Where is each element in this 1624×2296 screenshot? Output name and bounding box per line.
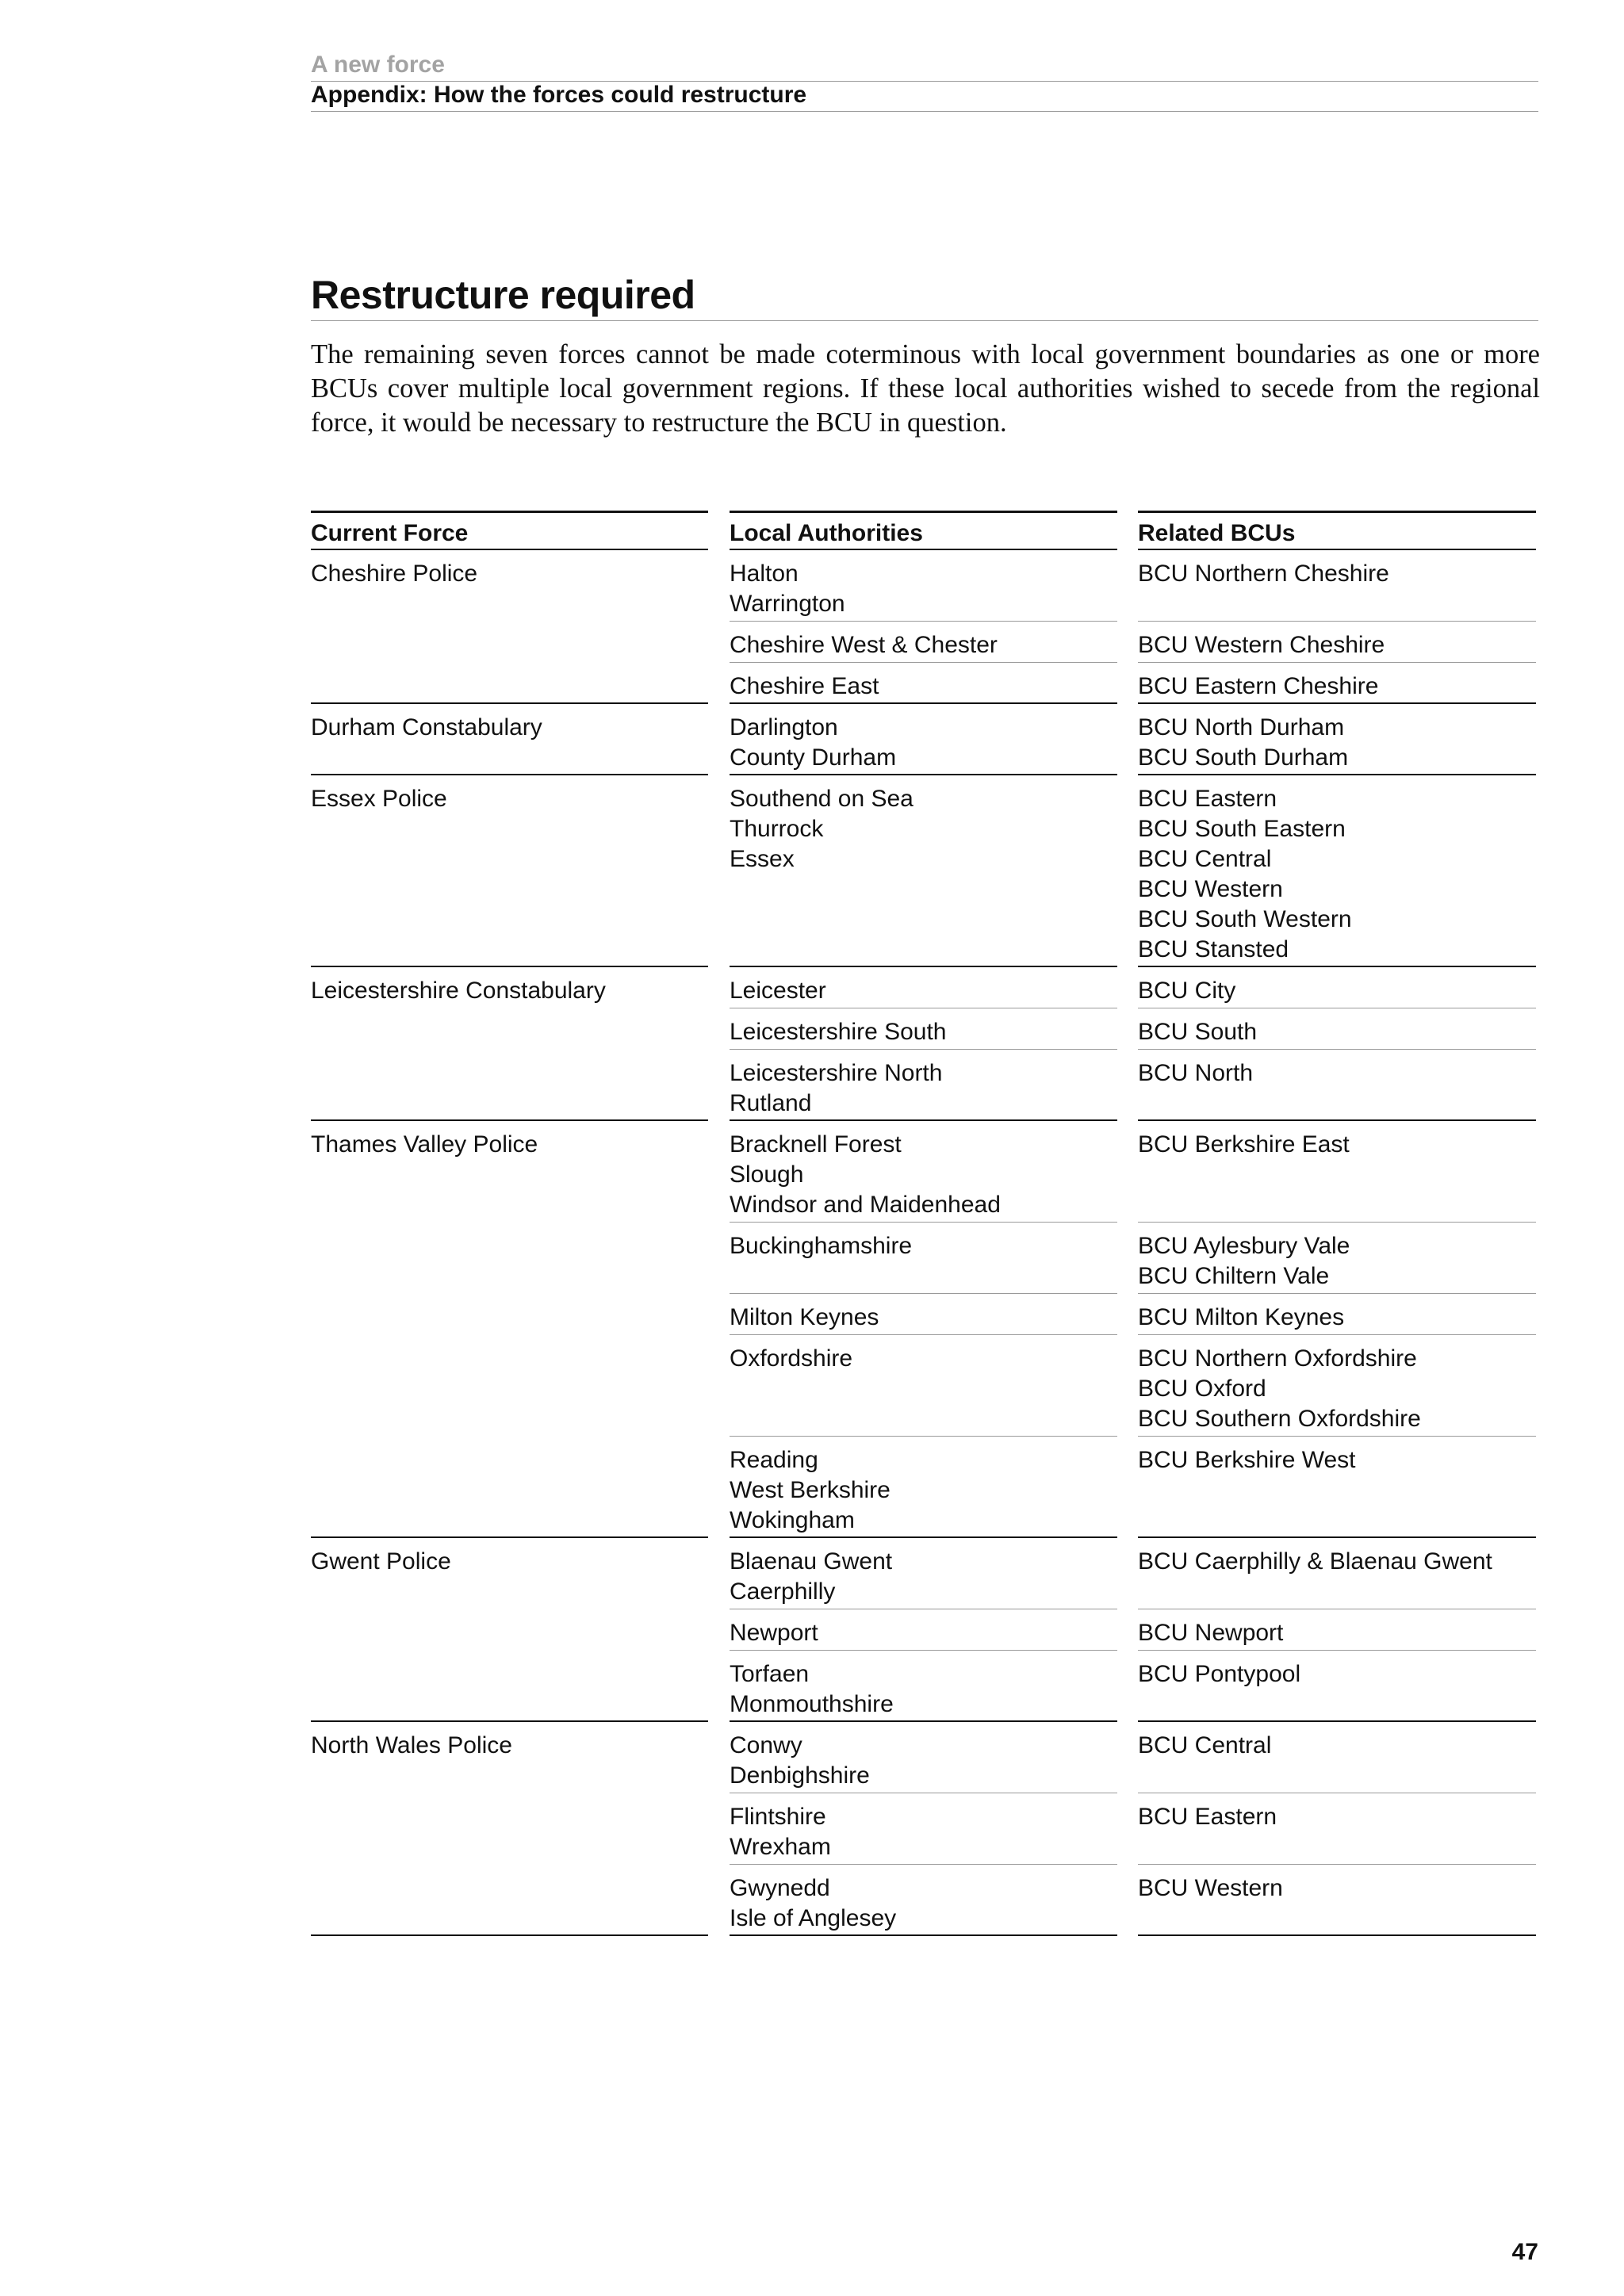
local-authority-cell — [730, 1335, 1117, 1437]
appendix-heading: Appendix: How the forces could restructure — [311, 81, 1538, 112]
local-authority-cell — [730, 1651, 1117, 1722]
related-bcu-cell — [1138, 1121, 1536, 1223]
related-bcu-cell — [1138, 1050, 1536, 1121]
local-authority-cell — [730, 1437, 1117, 1538]
current-force-name: North Wales Police — [311, 1732, 512, 1758]
local-authority-cell-text: Halton Warrington — [730, 561, 845, 617]
local-authority-cell — [730, 622, 1117, 663]
related-bcu-cell — [1138, 1538, 1536, 1609]
related-bcu-cell-text: BCU Northern Cheshire — [1138, 561, 1389, 587]
local-authority-cell — [730, 1294, 1117, 1335]
local-authority-cell-text: Southend on Sea Thurrock Essex — [730, 786, 914, 872]
related-bcu-cell — [1138, 775, 1536, 967]
related-bcu-cell-text: BCU Berkshire West — [1138, 1447, 1356, 1473]
related-bcu-cell-text: BCU Central — [1138, 1732, 1272, 1758]
related-bcus-header: Related BCUs — [1138, 511, 1536, 550]
local-authority-cell — [730, 1865, 1117, 1936]
local-authority-cell — [730, 550, 1117, 622]
related-bcu-cell — [1138, 704, 1536, 775]
related-bcu-cell-text: BCU Eastern Cheshire — [1138, 673, 1379, 699]
related-bcu-cell-text: BCU Eastern — [1138, 1804, 1277, 1830]
section-label: A new force — [311, 49, 1538, 82]
current-force-cell — [311, 775, 708, 967]
related-bcu-cell — [1138, 1294, 1536, 1335]
current-force-name: Essex Police — [311, 786, 447, 812]
current-force-cell — [311, 1538, 708, 1722]
local-authority-cell-text: Cheshire East — [730, 673, 879, 699]
related-bcu-cell-text: BCU Northern Oxfordshire BCU Oxford BCU Southern Oxfordshire — [1138, 1345, 1421, 1432]
local-authorities-column — [730, 511, 1117, 1936]
related-bcu-cell — [1138, 967, 1536, 1008]
local-authority-cell-text: Newport — [730, 1620, 818, 1646]
current-force-header: Current Force — [311, 511, 708, 550]
local-authority-cell-text: Blaenau Gwent Caerphilly — [730, 1548, 893, 1605]
current-force-name: Cheshire Police — [311, 561, 478, 587]
local-authority-cell — [730, 1008, 1117, 1050]
local-authority-cell-text: Reading West Berkshire Wokingham — [730, 1447, 891, 1533]
related-bcu-cell-text: BCU Western Cheshire — [1138, 632, 1385, 658]
related-bcu-cell — [1138, 1865, 1536, 1936]
related-bcu-cell-text: BCU Newport — [1138, 1620, 1284, 1646]
related-bcu-cell-text: BCU City — [1138, 978, 1236, 1004]
current-force-name: Durham Constabulary — [311, 714, 542, 740]
related-bcu-cell-text: BCU Western — [1138, 1875, 1283, 1901]
related-bcu-cell-text: BCU Caerphilly & Blaenau Gwent — [1138, 1548, 1492, 1575]
related-bcu-cell-text: BCU Milton Keynes — [1138, 1304, 1345, 1330]
current-force-name: Thames Valley Police — [311, 1131, 538, 1158]
related-bcu-cell — [1138, 550, 1536, 622]
local-authority-cell — [730, 775, 1117, 967]
current-force-column — [311, 511, 708, 1936]
local-authority-cell — [730, 1609, 1117, 1651]
current-force-cell — [311, 967, 708, 1121]
related-bcu-cell-text: BCU South — [1138, 1019, 1258, 1045]
current-force-cell — [311, 704, 708, 775]
related-bcu-cell — [1138, 622, 1536, 663]
local-authority-cell — [730, 1050, 1117, 1121]
local-authority-cell-text: Leicestershire South — [730, 1019, 947, 1045]
local-authority-cell — [730, 1538, 1117, 1609]
local-authority-cell — [730, 1223, 1117, 1294]
local-authority-cell — [730, 1793, 1117, 1865]
current-force-name: Leicestershire Constabulary — [311, 978, 606, 1004]
local-authority-cell-text: Leicester — [730, 978, 826, 1004]
local-authorities-header: Local Authorities — [730, 511, 1117, 550]
local-authority-cell-text: Darlington County Durham — [730, 714, 897, 771]
local-authority-cell-text: Milton Keynes — [730, 1304, 879, 1330]
related-bcu-cell — [1138, 1437, 1536, 1538]
current-force-name: Gwent Police — [311, 1548, 451, 1575]
related-bcu-cell — [1138, 1223, 1536, 1294]
local-authority-cell — [730, 1722, 1117, 1793]
local-authority-cell-text: Leicestershire North Rutland — [730, 1060, 943, 1116]
local-authority-cell-text: Oxfordshire — [730, 1345, 853, 1372]
local-authority-cell-text: Gwynedd Isle of Anglesey — [730, 1875, 897, 1931]
related-bcu-cell — [1138, 1722, 1536, 1793]
related-bcu-cell-text: BCU North Durham BCU South Durham — [1138, 714, 1349, 771]
intro-paragraph: The remaining seven forces cannot be made coterminous with local government boundaries as one or more BCUs cover multiple local government regions. If these local authorities wished to secede from the regional force, it would be necessary to restructure the BCU in question. — [311, 339, 1540, 438]
local-authority-cell-text: Cheshire West & Chester — [730, 632, 998, 658]
related-bcu-cell-text: BCU Eastern BCU South Eastern BCU Central BCU Western BCU South Western BCU Stansted — [1138, 786, 1352, 962]
related-bcu-cell — [1138, 1609, 1536, 1651]
related-bcu-cell — [1138, 1008, 1536, 1050]
local-authority-cell-text: Torfaen Monmouthshire — [730, 1661, 894, 1717]
local-authority-cell-text: Bracknell Forest Slough Windsor and Maidenhead — [730, 1131, 1001, 1218]
related-bcu-cell — [1138, 1335, 1536, 1437]
local-authority-cell-text: Buckinghamshire — [730, 1233, 913, 1259]
current-force-cell — [311, 1121, 708, 1538]
related-bcu-cell-text: BCU Pontypool — [1138, 1661, 1301, 1687]
related-bcu-cell-text: BCU Berkshire East — [1138, 1131, 1350, 1158]
page-number: 47 — [1511, 2239, 1538, 2265]
related-bcu-cell-text: BCU North — [1138, 1060, 1254, 1086]
page-title: Restructure required — [311, 270, 1538, 321]
local-authority-cell — [730, 1121, 1117, 1223]
related-bcu-cell — [1138, 1793, 1536, 1865]
local-authority-cell — [730, 967, 1117, 1008]
current-force-cell — [311, 550, 708, 704]
related-bcus-column — [1138, 511, 1536, 1936]
local-authority-cell-text: Flintshire Wrexham — [730, 1804, 831, 1860]
local-authority-cell — [730, 663, 1117, 704]
local-authority-cell — [730, 704, 1117, 775]
local-authority-cell-text: Conwy Denbighshire — [730, 1732, 870, 1789]
current-force-cell — [311, 1722, 708, 1936]
related-bcu-cell-text: BCU Aylesbury Vale BCU Chiltern Vale — [1138, 1233, 1350, 1289]
related-bcu-cell — [1138, 1651, 1536, 1722]
related-bcu-cell — [1138, 663, 1536, 704]
